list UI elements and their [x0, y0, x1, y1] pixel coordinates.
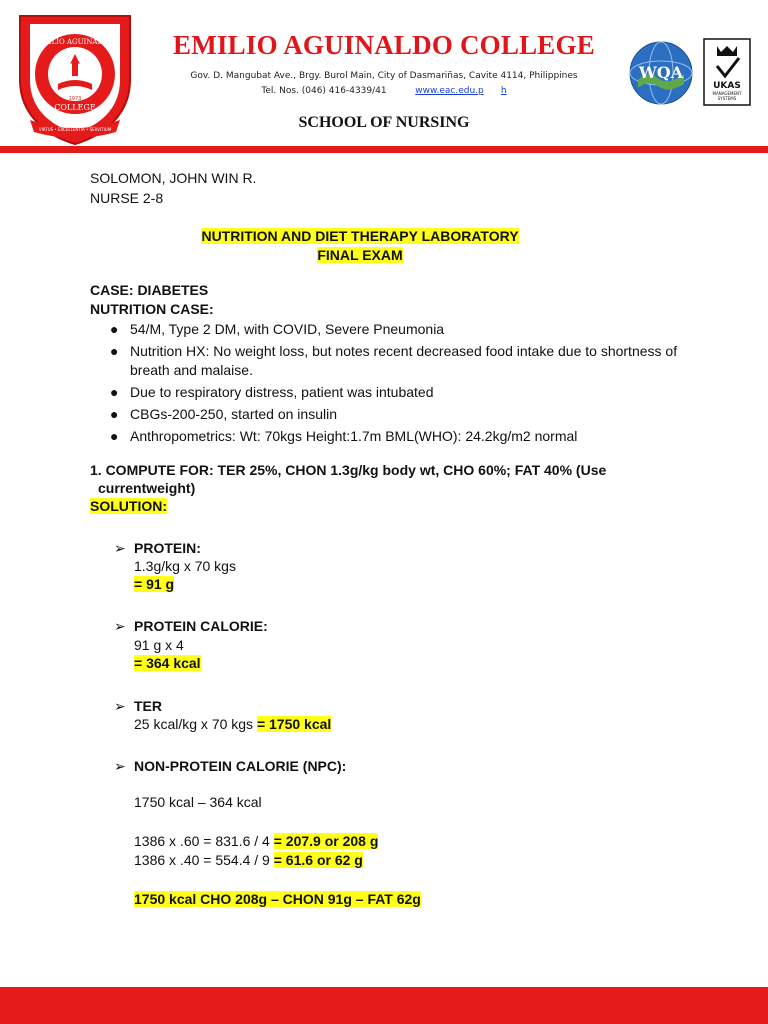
question-line-2: currentweight)	[98, 480, 196, 496]
fat-result: = 61.6 or 62 g	[273, 852, 363, 868]
svg-text:COLLEGE: COLLEGE	[54, 103, 96, 112]
cho-result: = 207.9 or 208 g	[273, 833, 379, 849]
solution-label: SOLUTION:	[90, 498, 167, 514]
protein-calorie-calc: 91 g x 4	[134, 637, 184, 653]
list-item: ● Anthropometrics: Wt: 70kgs Height:1.7m BML(WHO): 24.2kg/m2 normal	[110, 428, 578, 444]
ter-calc: 25 kcal/kg x 70 kgs = 1750 kcal	[134, 716, 332, 732]
header-rule	[0, 146, 768, 153]
arrow-bullet-icon: ➢	[114, 698, 126, 714]
protein-result: = 91 g	[134, 576, 175, 592]
svg-text:MANAGEMENT: MANAGEMENT	[712, 91, 742, 96]
letterhead	[0, 0, 768, 150]
list-item: ● Nutrition HX: No weight loss, but notes recent decreased food intake due to shortness of breath and malaise.	[110, 343, 678, 378]
protein-calc: 1.3g/kg x 70 kgs	[134, 558, 236, 574]
arrow-bullet-icon: ➢	[114, 540, 126, 556]
ukas-logo-icon	[703, 38, 751, 106]
protein-label: PROTEIN:	[134, 540, 201, 556]
fat-calc: 1386 x .40 = 554.4 / 9 = 61.6 or 62 g	[134, 852, 363, 868]
telephone-numbers: Tel. Nos. (046) 416-4339/41	[261, 86, 387, 96]
website-link-tail[interactable]: h	[500, 86, 507, 96]
arrow-bullet-icon: ➢	[114, 758, 126, 774]
case-subtitle: NUTRITION CASE:	[90, 301, 214, 317]
list-item: ● Due to respiratory distress, patient was intubated	[110, 384, 434, 400]
wqa-logo-icon	[628, 40, 694, 106]
svg-text:WQA: WQA	[638, 63, 684, 82]
arrow-bullet-icon: ➢	[114, 618, 126, 634]
question-line-1: 1. COMPUTE FOR: TER 25%, CHON 1.3g/kg body wt, CHO 60%; FAT 40% (Use	[90, 462, 607, 478]
protein-calorie-label: PROTEIN CALORIE:	[134, 618, 268, 634]
svg-text:EMILIO AGUINALDO: EMILIO AGUINALDO	[36, 38, 114, 46]
student-section: NURSE 2-8	[90, 190, 164, 206]
protein-calorie-result: = 364 kcal	[134, 655, 201, 671]
student-name: SOLOMON, JOHN WIN R.	[90, 170, 257, 186]
school-name: SCHOOL OF NURSING	[298, 114, 470, 131]
ter-label: TER	[134, 698, 162, 714]
college-address: Gov. D. Mangubat Ave., Brgy. Burol Main, City of Dasmariñas, Cavite 4114, Philippines	[190, 71, 578, 81]
college-name: EMILIO AGUINALDO COLLEGE	[173, 30, 595, 60]
svg-text:SYSTEMS: SYSTEMS	[717, 96, 737, 101]
list-item: ● CBGs-200-250, started on insulin	[110, 406, 337, 422]
svg-text:UKAS: UKAS	[713, 81, 741, 91]
npc-calc: 1750 kcal – 364 kcal	[134, 794, 262, 810]
npc-label: NON-PROTEIN CALORIE (NPC):	[134, 758, 347, 774]
svg-text:VIRTUS • EXCELLENTIA • SERVITI: VIRTUS • EXCELLENTIA • SERVITIUM	[38, 127, 112, 132]
case-title: CASE: DIABETES	[90, 282, 209, 298]
website-link[interactable]: www.eac.edu.p	[415, 86, 484, 96]
svg-text:1973: 1973	[68, 96, 82, 102]
exam-title: NUTRITION AND DIET THERAPY LABORATORY	[201, 228, 519, 244]
list-item: ● 54/M, Type 2 DM, with COVID, Severe Pneumonia	[110, 321, 445, 337]
case-details-list	[90, 320, 680, 449]
cho-calc: 1386 x .60 = 831.6 / 4 = 207.9 or 208 g	[134, 833, 379, 849]
exam-subtitle: FINAL EXAM	[317, 247, 403, 263]
footer-bar	[0, 987, 768, 1024]
final-answer: 1750 kcal CHO 208g – CHON 91g – FAT 62g	[134, 891, 421, 907]
ter-result: = 1750 kcal	[256, 716, 332, 732]
